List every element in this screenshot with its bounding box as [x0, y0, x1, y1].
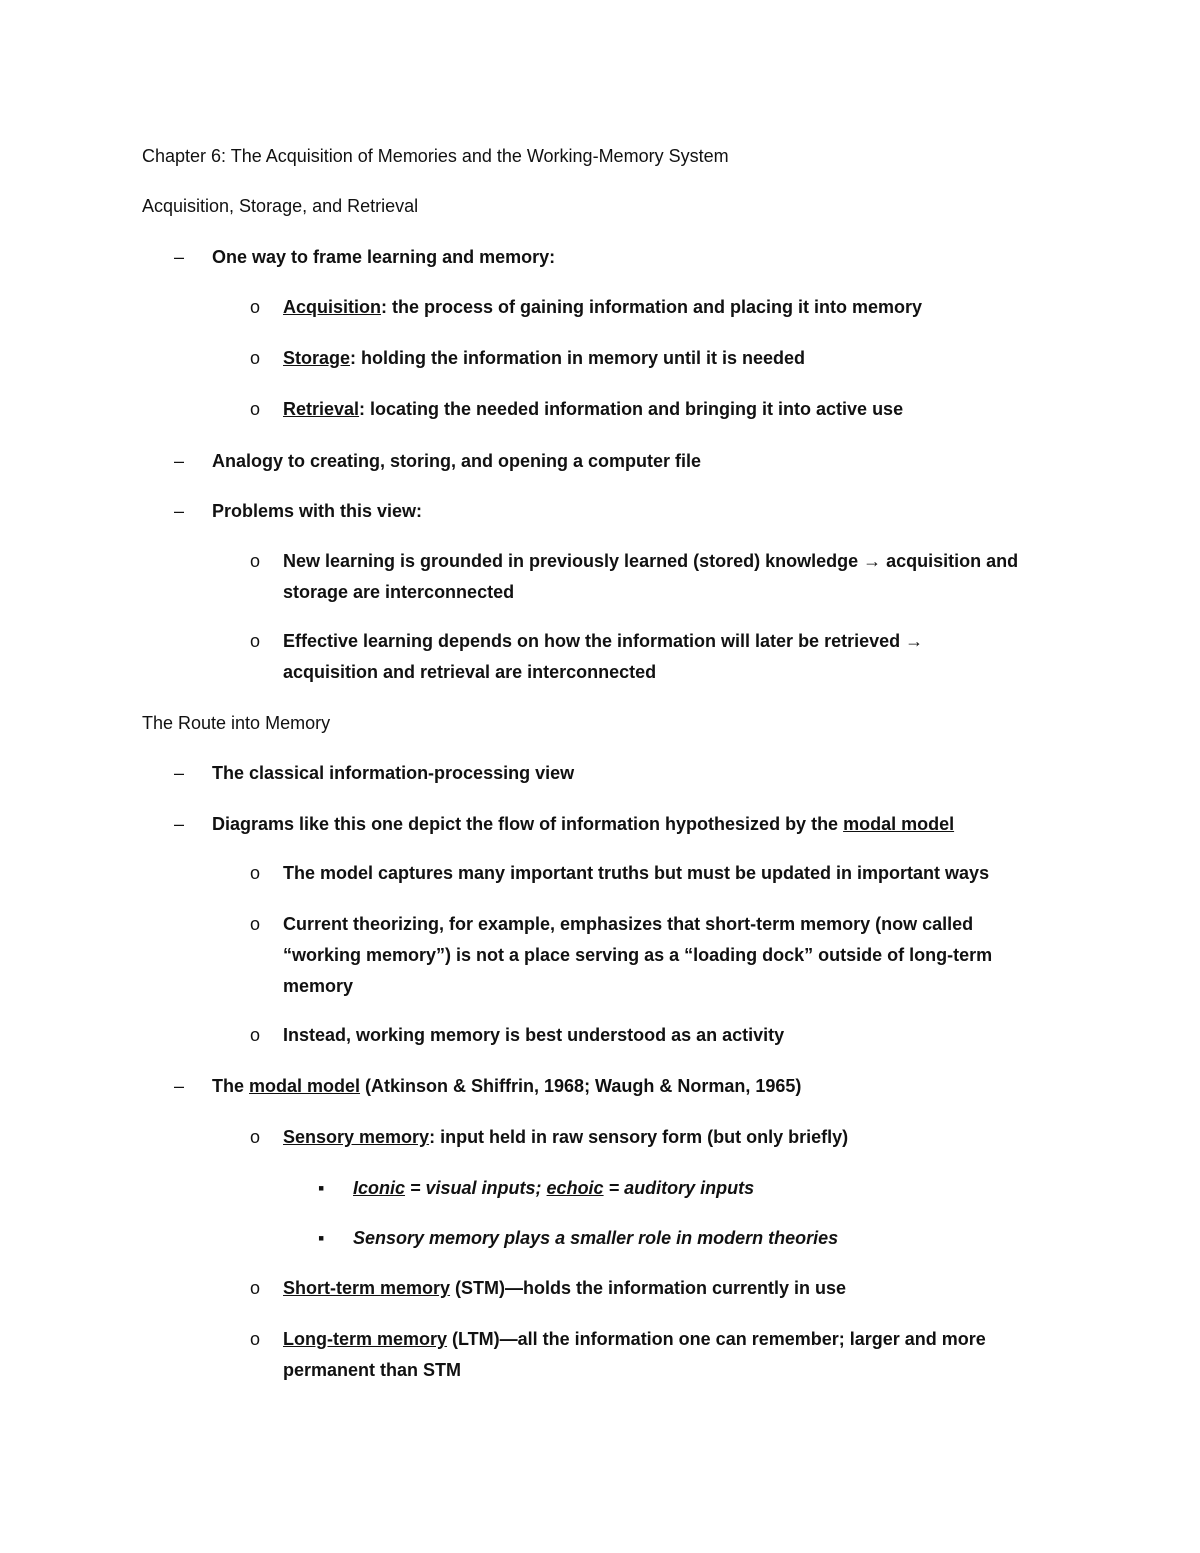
current-theorizing-line-2: “working memory”) is not a place serving as a “loading dock” outside of long-term — [283, 945, 993, 965]
circle-bullet: o — [250, 297, 261, 317]
section-heading-route: The Route into Memory — [142, 713, 331, 733]
acquisition-definition: : the process of gaining information and placing it into memory — [381, 297, 923, 317]
circle-bullet: o — [250, 914, 261, 934]
problem-2-line-2: acquisition and retrieval are interconnected — [283, 662, 657, 682]
echoic-term: echoic — [546, 1178, 604, 1198]
storage-definition: : holding the information in memory until it is needed — [350, 348, 806, 368]
classical-view-item: The classical information-processing view — [212, 763, 575, 783]
square-bullet: ▪ — [318, 1228, 325, 1248]
modal-model-item — [212, 1075, 801, 1097]
modal-model-citation: (Atkinson & Shiffrin, 1968; Waugh & Norman, 1965) — [360, 1076, 802, 1096]
problem-2-line-1: Effective learning depends on how the information will later be retrieved → — [283, 631, 924, 651]
ltm-definition-line-1: (LTM)—all the information one can remember; larger and more — [447, 1329, 986, 1349]
stm-term: Short-term memory — [283, 1278, 451, 1298]
dash-bullet: – — [174, 763, 185, 783]
circle-bullet: o — [250, 631, 261, 651]
stm-definition: (STM)—holds the information currently in use — [450, 1278, 847, 1298]
sensory-memory-definition: : input held in raw sensory form (but only briefly) — [429, 1127, 849, 1147]
iconic-echoic-item — [353, 1177, 754, 1199]
dash-bullet: – — [174, 1076, 185, 1096]
echoic-definition: = auditory inputs — [603, 1178, 755, 1198]
section-heading-acquisition: Acquisition, Storage, and Retrieval — [142, 196, 419, 216]
dash-bullet: – — [174, 814, 185, 834]
square-bullet: ▪ — [318, 1178, 325, 1198]
circle-bullet: o — [250, 348, 261, 368]
modal-model-term: modal model — [843, 814, 955, 834]
circle-bullet: o — [250, 1127, 261, 1147]
sensory-memory-item — [283, 1126, 848, 1148]
current-theorizing-line-3: memory — [283, 976, 354, 996]
current-theorizing-line-1: Current theorizing, for example, emphasizes that short-term memory (now called — [283, 914, 974, 934]
circle-bullet: o — [250, 1025, 261, 1045]
storage-term: Storage — [283, 348, 351, 368]
circle-bullet: o — [250, 1278, 261, 1298]
analogy-item: Analogy to creating, storing, and opening a computer file — [212, 451, 702, 471]
ltm-definition-line-2: permanent than STM — [283, 1360, 462, 1380]
chapter-title: Chapter 6: The Acquisition of Memories and the Working-Memory System — [142, 146, 729, 166]
retrieval-item — [283, 398, 903, 420]
truths-item: The model captures many important truths but must be updated in important ways — [283, 863, 990, 883]
retrieval-term: Retrieval — [283, 399, 360, 419]
dash-bullet: – — [174, 451, 185, 471]
ltm-item — [283, 1328, 986, 1350]
problem-1-line-1: New learning is grounded in previously learned (stored) knowledge → acquisition and — [283, 551, 1019, 571]
storage-item — [283, 347, 805, 369]
instead-item: Instead, working memory is best understood as an activity — [283, 1025, 785, 1045]
stm-item — [283, 1277, 846, 1299]
circle-bullet: o — [250, 1329, 261, 1349]
acquisition-term: Acquisition — [283, 297, 381, 317]
diagrams-item — [212, 813, 954, 835]
problem-1-line-2: storage are interconnected — [283, 582, 515, 602]
acquisition-item — [283, 296, 922, 318]
diagrams-text: Diagrams like this one depict the flow of information hypothesized by the — [212, 814, 844, 834]
modal-model-term: modal model — [249, 1076, 361, 1096]
iconic-definition: = visual inputs; — [405, 1178, 547, 1198]
frame-intro: One way to frame learning and memory: — [212, 247, 556, 267]
circle-bullet: o — [250, 863, 261, 883]
ltm-term: Long-term memory — [283, 1329, 448, 1349]
sensory-memory-term: Sensory memory — [283, 1127, 430, 1147]
problems-item: Problems with this view: — [212, 501, 423, 521]
dash-bullet: – — [174, 247, 185, 267]
iconic-term: Iconic — [353, 1178, 406, 1198]
dash-bullet: – — [174, 501, 185, 521]
circle-bullet: o — [250, 551, 261, 571]
circle-bullet: o — [250, 399, 261, 419]
sensory-role-item: Sensory memory plays a smaller role in modern theories — [353, 1228, 839, 1248]
retrieval-definition: : locating the needed information and bringing it into active use — [359, 399, 904, 419]
modal-model-prefix: The — [212, 1076, 250, 1096]
